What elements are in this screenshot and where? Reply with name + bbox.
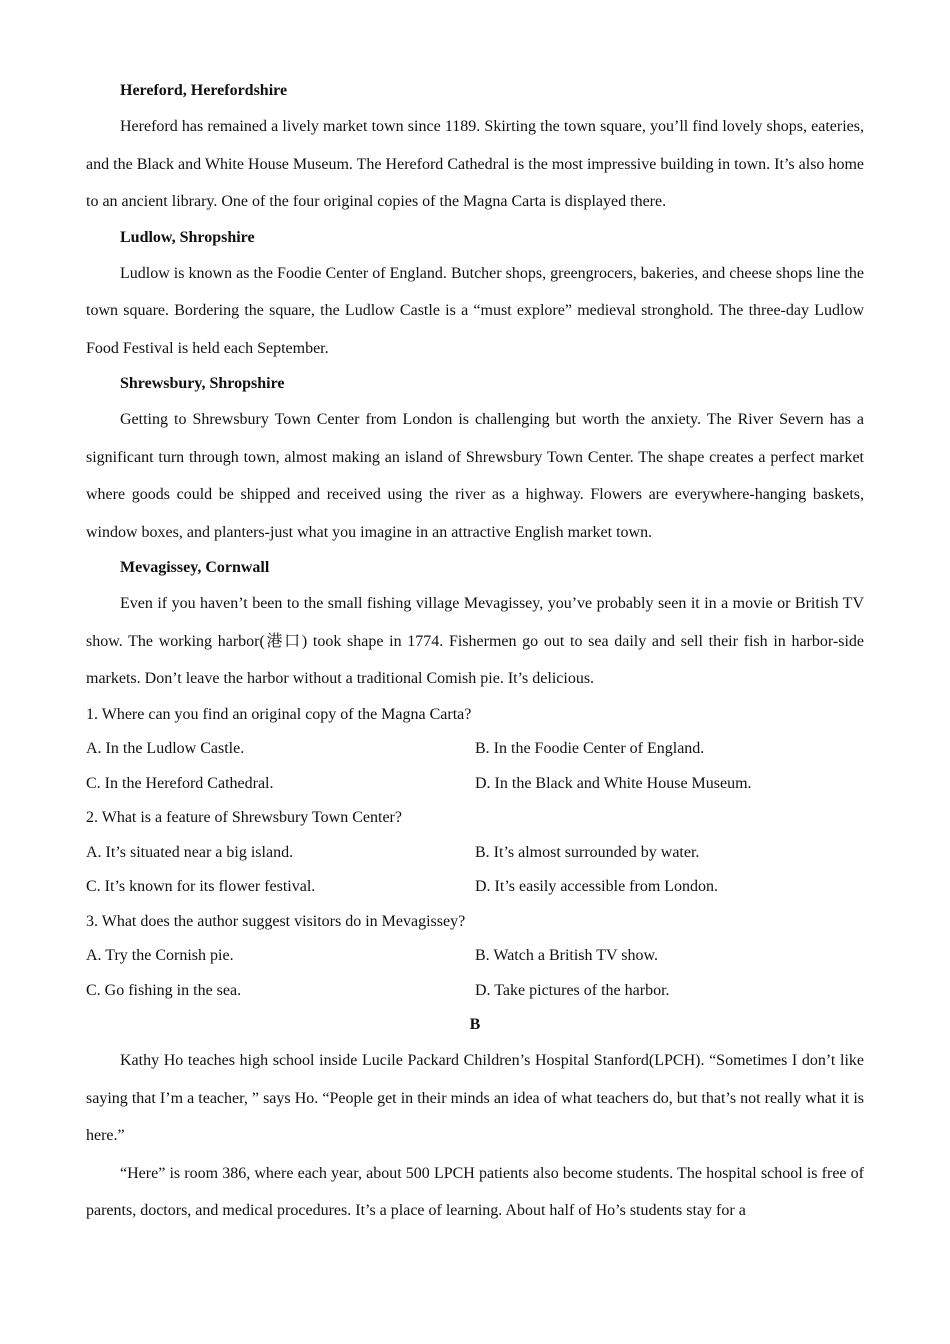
option-row [86, 732, 864, 767]
option-c: C. It’s known for its flower festival. [86, 878, 316, 895]
section-heading-hereford: Hereford, Herefordshire [120, 82, 288, 99]
option-row [86, 939, 864, 974]
paragraph-hereford: Hereford has remained a lively market town since 1189. Skirting the town square, you’ll find lovely shops, eateries, and the Black and White House Museum. The Hereford Cathedral is the most impressive building in town. It’s also home to an ancient library. One of the four original copies of the Magna Carta is displayed there. [86, 118, 864, 210]
option-a: A. Try the Cornish pie. [86, 947, 234, 964]
paragraph-ludlow: Ludlow is known as the Foodie Center of England. Butcher shops, greengrocers, bakeries, and cheese shops line the town square. Bordering the square, the Ludlow Castle is a “must explore” medieval stronghold. The three-day Ludlow Food Festival is held each September. [86, 264, 864, 357]
question-3 [86, 905, 864, 1009]
paragraph-b-1: Kathy Ho teaches high school inside Lucile Packard Children’s Hospital Stanford(LPCH). “Sometimes I don’t like saying that I’m a teacher, ” says Ho. “People get in their minds an idea of what teachers do, but that’s not really what it is here.” [86, 1052, 864, 1144]
option-row [86, 767, 864, 802]
section-heading-mevagissey: Mevagissey, Cornwall [120, 559, 270, 576]
paragraph-mevagissey: Even if you haven’t been to the small fishing village Mevagissey, you’ve probably seen it in a movie or British TV show. The working harbor(港口) took shape in 1774. Fishermen go out to sea daily and sell their fish in harbor-side markets. Don’t leave the harbor without a traditional Comish pie. It’s delicious. [86, 595, 864, 687]
option-d: D. In the Black and White House Museum. [475, 774, 752, 792]
option-row [86, 836, 864, 871]
option-c: C. Go fishing in the sea. [86, 981, 242, 999]
section-heading-shrewsbury: Shrewsbury, Shropshire [120, 375, 285, 392]
option-b: B. Watch a British TV show. [475, 947, 659, 964]
option-b: B. It’s almost surrounded by water. [475, 843, 700, 861]
option-c: C. In the Hereford Cathedral. [86, 774, 274, 792]
question-1 [86, 698, 864, 802]
paragraph-shrewsbury: Getting to Shrewsbury Town Center from London is challenging but worth the anxiety. The River Severn has a significant turn through town, almost making an island of Shrewsbury Town Center. The shape creates a perfect market where goods could be shipped and received using the river as a highway. Flowers are everywhere-hanging baskets, window boxes, and planters-just what you imagine in an attractive English market town. [86, 411, 864, 541]
option-a: A. It’s situated near a big island. [86, 843, 294, 861]
option-b: B. In the Foodie Center of England. [475, 740, 705, 757]
section-heading-ludlow: Ludlow, Shropshire [120, 228, 255, 246]
option-d: D. It’s easily accessible from London. [475, 878, 719, 895]
option-row [86, 870, 864, 905]
option-row [86, 974, 864, 1009]
passage-b-label: B [469, 1016, 481, 1033]
option-d: D. Take pictures of the harbor. [475, 981, 670, 999]
paragraph-b-2: “Here” is room 386, where each year, about 500 LPCH patients also become students. The hospital school is free of parents, doctors, and medical procedures. It’s a place of learning. About half of Ho’s students stay for a [86, 1164, 864, 1219]
option-a: A. In the Ludlow Castle. [86, 740, 245, 757]
document-page [86, 74, 864, 1230]
question-2 [86, 801, 864, 905]
question-stem: 3. What does the author suggest visitors do in Mevagissey? [86, 912, 466, 930]
question-stem: 2. What is a feature of Shrewsbury Town Center? [86, 809, 402, 826]
question-stem: 1. Where can you find an original copy of the Magna Carta? [86, 705, 472, 723]
